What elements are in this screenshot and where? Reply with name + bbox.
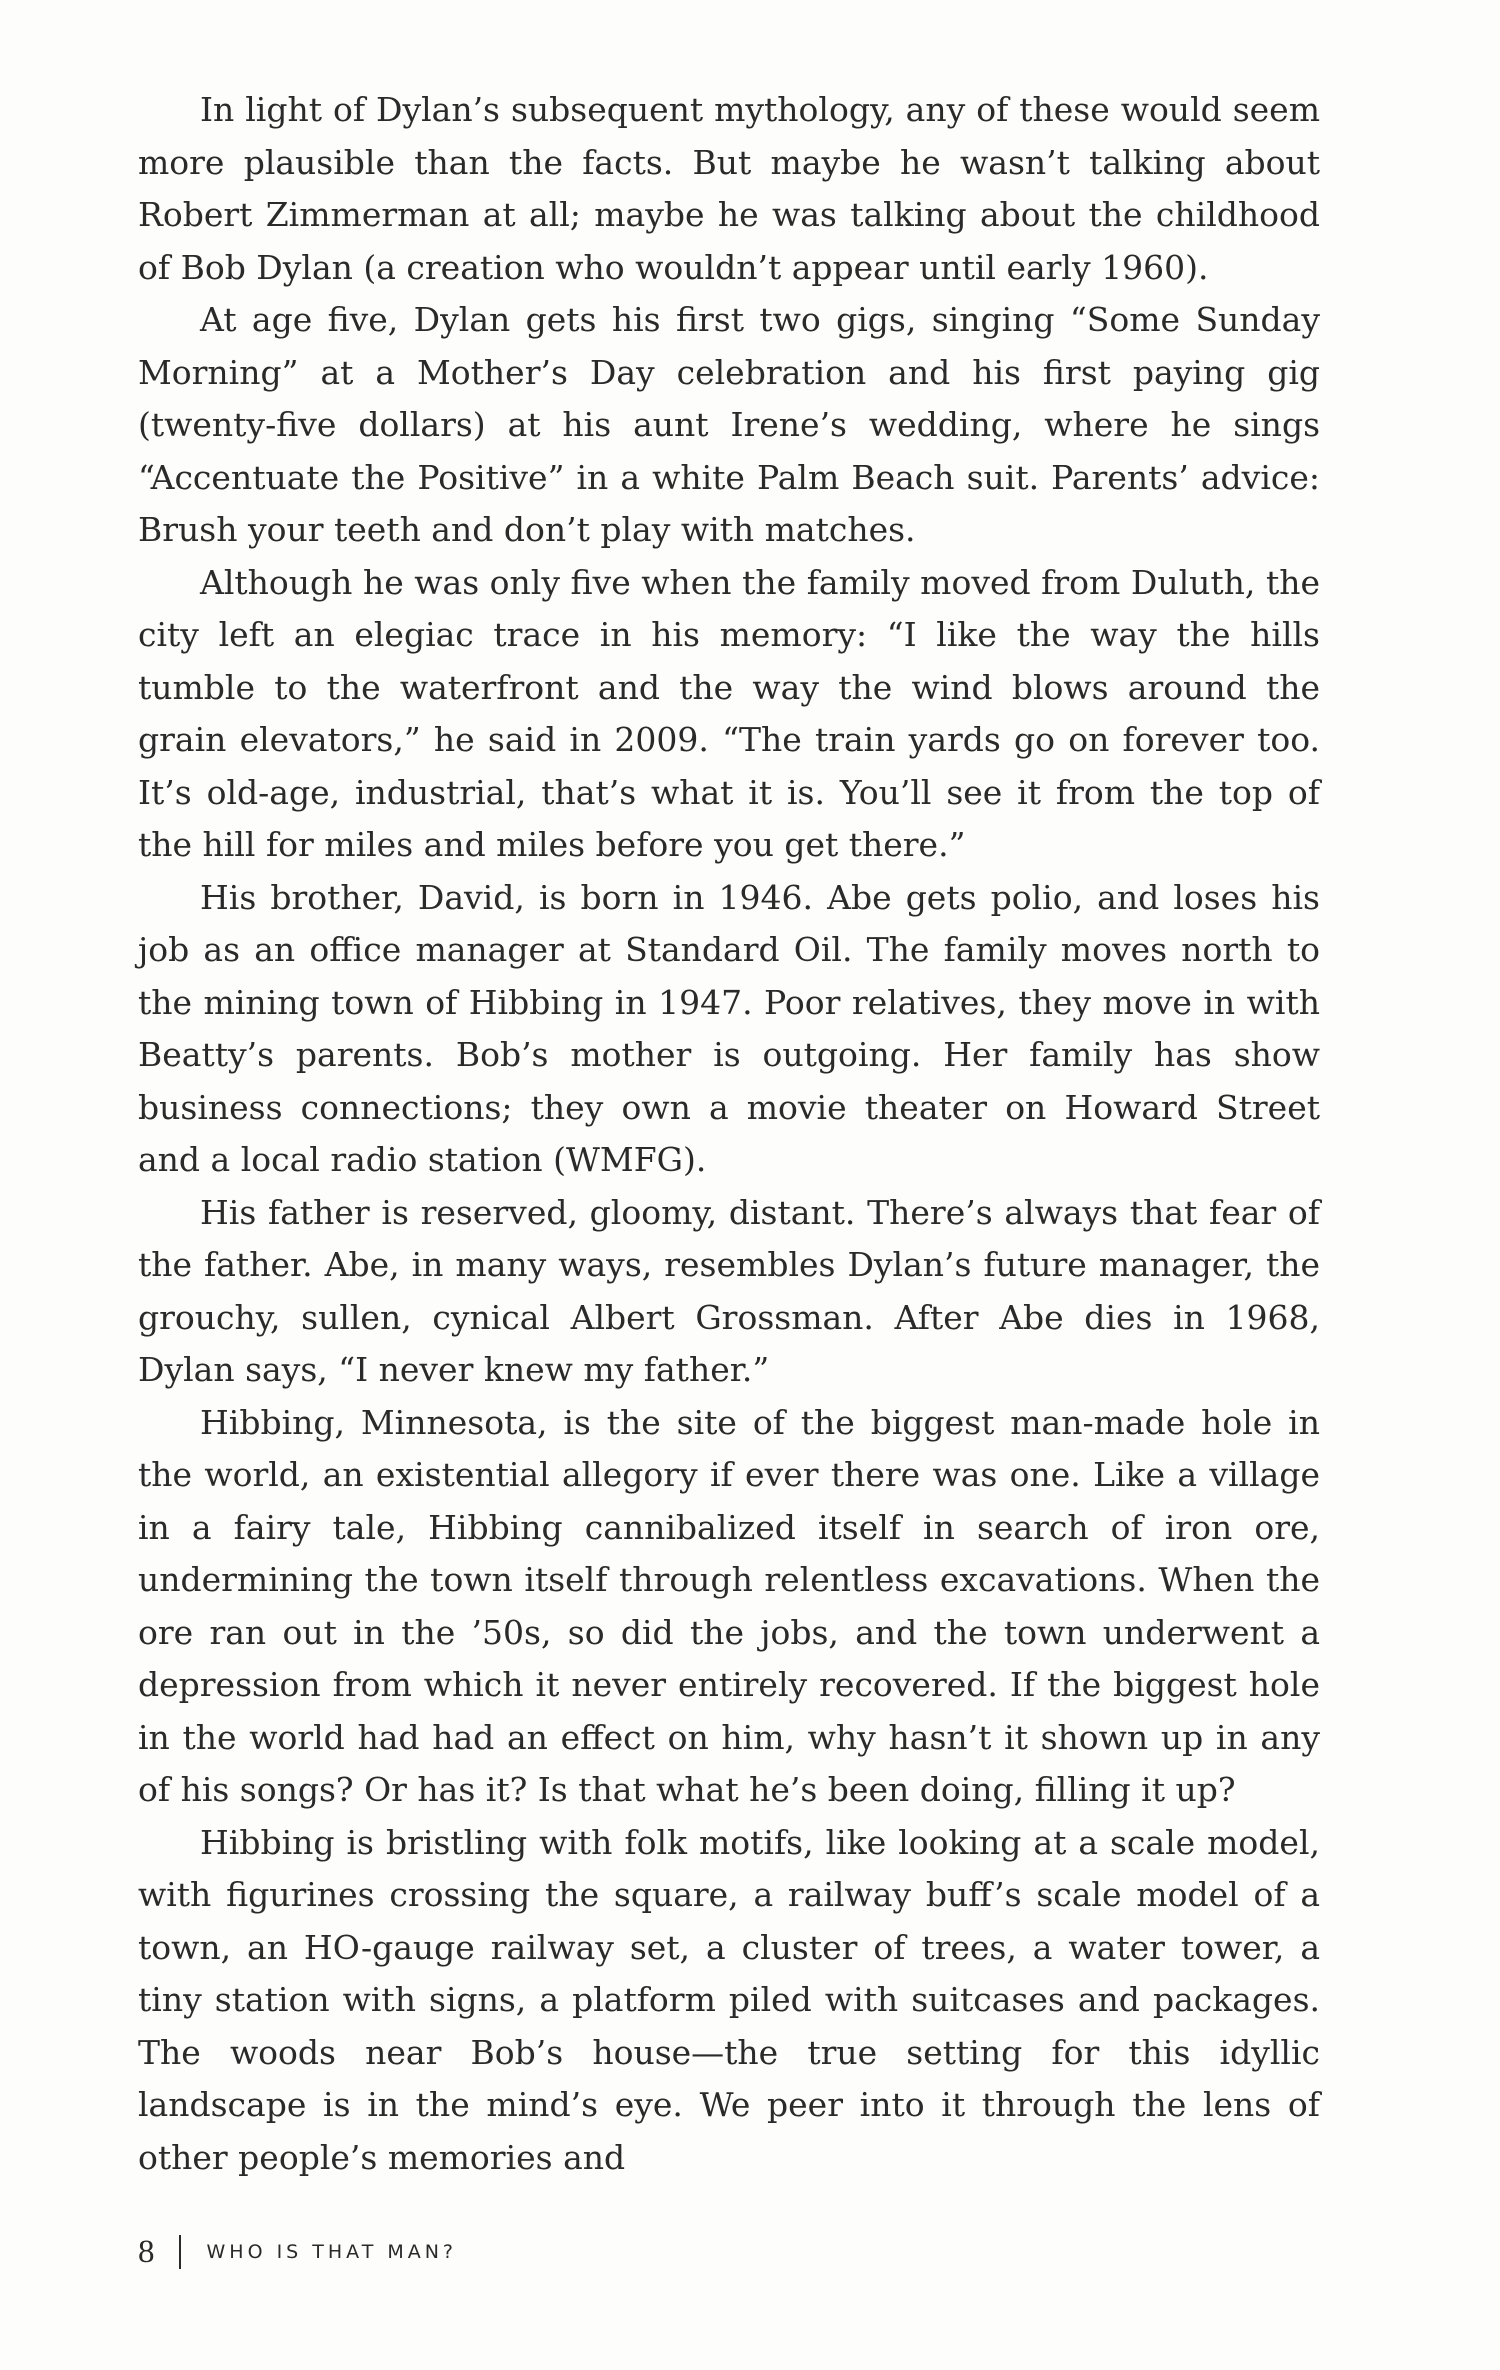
paragraph-5: His father is reserved, gloomy, distant. There’s always that fear of the father. Abe, in many ways, resembles Dylan’s future manager, the grouchy, sullen, cynical Albert Grossman. After Abe dies in 1968, Dylan says, “I never knew my father.” [138, 1192, 1320, 1389]
page-footer [138, 2232, 457, 2272]
paragraph-7: Hibbing is bristling with folk motifs, like looking at a scale model, with figurines crossing the square, a railway buff’s scale model of a town, an HO-gauge railway set, a cluster of trees, a water tower, a tiny station with signs, a platform piled with suitcases and packages. The woods near Bob’s house—the true setting for this idyllic landscape is in the mind’s eye. We peer into it through the lens of other people’s memories and [138, 1822, 1320, 2177]
paragraph-6: Hibbing, Minnesota, is the site of the biggest man-made hole in the world, an existential allegory if ever there was one. Like a village in a fairy tale, Hibbing cannibalized itself in search of iron ore, undermining the town itself through relentless excavations. When the ore ran out in the ’50s, so did the jobs, and the town underwent a depression from which it never entirely recovered. If the biggest hole in the world had had an effect on him, why hasn’t it shown up in any of his songs? Or has it? Is that what he’s been doing, filling it up? [138, 1402, 1320, 1809]
page-number: 8 [138, 2233, 155, 2270]
paragraph-4: His brother, David, is born in 1946. Abe gets polio, and loses his job as an office manager at Standard Oil. The family moves north to the mining town of Hibbing in 1947. Poor relatives, they move in with Beatty’s parents. Bob’s mother is outgoing. Her family has show business connections; they own a movie theater on Howard Street and a local radio station (WMFG). [138, 877, 1320, 1179]
running-head: WHO IS THAT MAN? [206, 2241, 458, 2263]
body-text [138, 84, 1320, 2184]
paragraph-3: Although he was only five when the family moved from Duluth, the city left an elegiac trace in his memory: “I like the way the hills tumble to the waterfront and the way the wind blows around the grain elevators,” he said in 2009. “The train yards go on forever too. It’s old-age, industrial, that’s what it is. You’ll see it from the top of the hill for miles and miles before you get there.” [138, 562, 1320, 864]
paragraph-1: In light of Dylan’s subsequent mythology, any of these would seem more plausible than the facts. But maybe he wasn’t talking about Robert Zimmerman at all; maybe he was talking about the childhood of Bob Dylan (a creation who wouldn’t appear until early 1960). [138, 90, 1320, 287]
paragraph-2: At age five, Dylan gets his first two gigs, singing “Some Sunday Morning” at a Mother’s Day celebration and his first paying gig (twenty-five dollars) at his aunt Irene’s wedding, where he sings “Accentuate the Positive” in a white Palm Beach suit. Parents’ advice: Brush your teeth and don’t play with matches. [138, 300, 1320, 549]
folio-divider [179, 2235, 181, 2269]
